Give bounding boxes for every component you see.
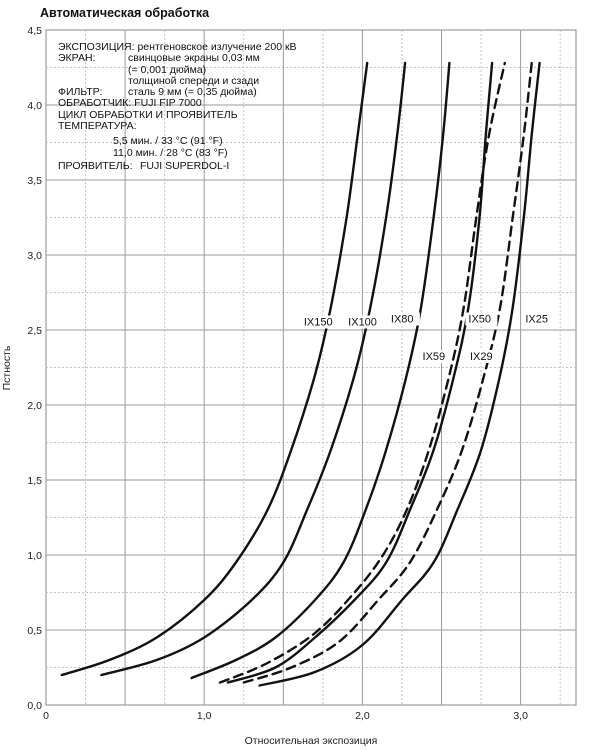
curve-label-ix25: IX25 — [525, 313, 549, 326]
y-axis-label: Пстность — [1, 345, 13, 391]
y-tick-label: 0,5 — [27, 625, 42, 637]
x-tick-label: 2,0 — [355, 710, 370, 722]
exposure-value: рентгеновское излучение 200 кВ — [137, 41, 297, 53]
screen-value-1: свинцовые экраны 0,03 мм — [128, 52, 260, 65]
curve-label-ix50: IX50 — [468, 313, 492, 326]
cycle-line-1: ЦИКЛ ОБРАБОТКИ И ПРОЯВИТЕЛЬ — [58, 108, 238, 121]
x-tick-label: 1,0 — [196, 710, 212, 722]
x-tick-label: 0 — [43, 710, 49, 722]
screen-label: ЭКРАН: — [58, 52, 96, 65]
curve-label-ix59: IX59 — [422, 351, 446, 363]
curve-label-ix29: IX29 — [470, 351, 493, 363]
processor: ОБРАБОТЧИК: FUJI FIP 7000 — [58, 97, 202, 110]
y-tick-label: 2,5 — [27, 325, 42, 337]
screen-value-3: толщиной спереди и сзади — [128, 74, 260, 87]
curve-label-ix150: IX150 — [303, 316, 333, 329]
y-tick-label: 0,0 — [27, 700, 42, 712]
x-tick-label: 3,0 — [513, 710, 528, 722]
y-tick-label: 1,0 — [27, 550, 42, 562]
exposure-conditions — [58, 42, 297, 172]
y-tick-label: 3,5 — [27, 175, 42, 187]
y-tick-label: 1,5 — [27, 475, 42, 487]
developer-label: ПРОЯВИТЕЛЬ: — [58, 159, 133, 172]
filter-value: сталь 9 мм (= 0,35 дюйма) — [128, 86, 257, 99]
temperature-2: 11,0 мин. / 28 °C (83 °F) — [113, 146, 228, 159]
temperature-1: 5,5 мин. / 33 °C (91 °F) — [113, 135, 223, 148]
filter-label: ФИЛЬТР: — [58, 86, 103, 99]
y-tick-label: 3,0 — [27, 250, 42, 262]
screen-value-2: (= 0,001 дюйма) — [128, 63, 207, 76]
cycle-line-2: ТЕМПЕРАТУРА: — [58, 120, 137, 133]
y-tick-label: 4,5 — [27, 25, 42, 37]
curve-label-ix80: IX80 — [390, 313, 414, 326]
x-axis-label: Относительная экспозиция — [244, 735, 378, 747]
chart-title: Автоматическая обработка — [40, 6, 210, 20]
exposure-label: ЭКСПОЗИЦИЯ: — [58, 41, 135, 53]
y-tick-label: 4,0 — [27, 100, 42, 112]
y-tick-label: 2,0 — [27, 400, 42, 412]
curve-label-ix100: IX100 — [348, 316, 377, 329]
developer-value: FUJI SUPERDOL-I — [140, 159, 230, 172]
